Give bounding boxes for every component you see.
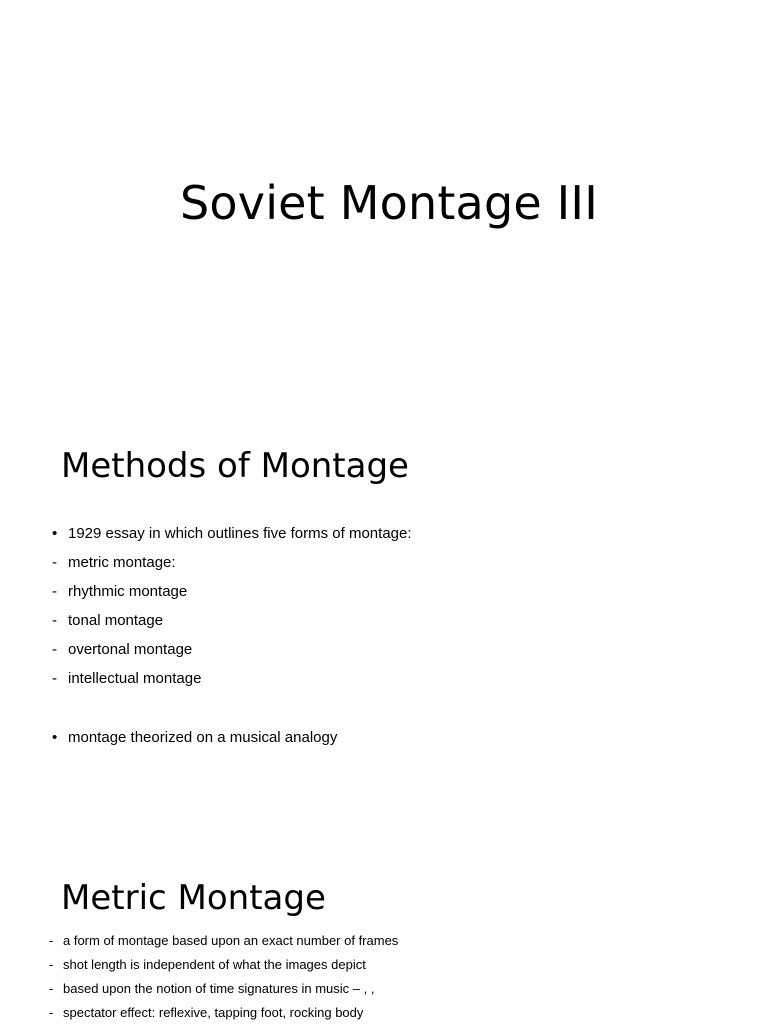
bullet-marker: • bbox=[52, 729, 58, 746]
dash-marker: - bbox=[52, 554, 57, 571]
list-item-text: metric montage: bbox=[68, 554, 176, 571]
list-item-text: shot length is independent of what the images depict bbox=[63, 957, 366, 972]
metric-heading: Metric Montage bbox=[61, 878, 326, 918]
list-item-text: montage theorized on a musical analogy bbox=[68, 729, 338, 746]
list-item-text: based upon the notion of time signatures in music – , , bbox=[63, 981, 375, 996]
dash-marker: - bbox=[52, 670, 57, 687]
methods-heading: Methods of Montage bbox=[61, 446, 409, 486]
list-item-text: rhythmic montage bbox=[68, 583, 188, 600]
dash-marker: - bbox=[49, 1005, 54, 1020]
list-item-text: spectator effect: reflexive, tapping foot, rocking body bbox=[63, 1005, 364, 1020]
dash-marker: - bbox=[49, 981, 54, 996]
list-item-text: a form of montage based upon an exact number of frames bbox=[63, 933, 399, 948]
list-item-text: tonal montage bbox=[68, 612, 164, 629]
slide-title: Soviet Montage III bbox=[180, 176, 598, 230]
dash-marker: - bbox=[52, 641, 57, 658]
dash-marker: - bbox=[52, 583, 57, 600]
list-item-text: intellectual montage bbox=[68, 670, 202, 687]
list-item-text: 1929 essay in which outlines five forms of montage: bbox=[68, 525, 412, 542]
dash-marker: - bbox=[49, 957, 54, 972]
list-item-text: overtonal montage bbox=[68, 641, 193, 658]
dash-marker: - bbox=[52, 612, 57, 629]
bullet-marker: • bbox=[52, 525, 58, 542]
dash-marker: - bbox=[49, 933, 54, 948]
